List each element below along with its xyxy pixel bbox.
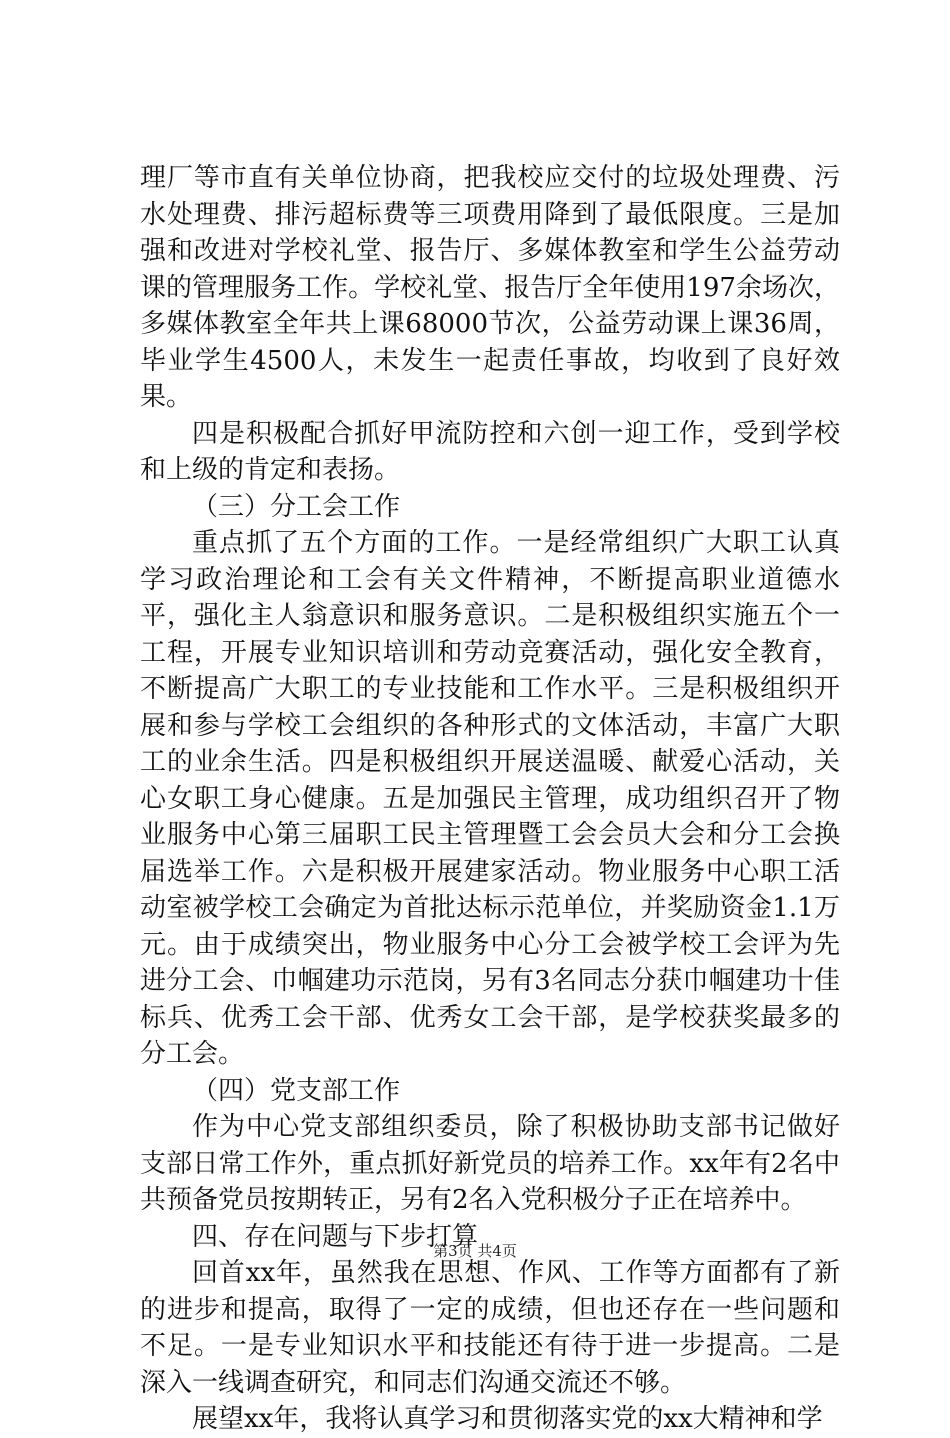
paragraph: 理厂等市直有关单位协商，把我校应交付的垃圾处理费、污水处理费、排污超标费等三项费用降到了最低限度。三是加强和改进对学校礼堂、报告厅、多媒体教室和学生公益劳动课的管理服务工作。学校礼堂、报告厅全年使用197余场次，多媒体教室全年共上课68000节次，公益劳动课上课36周，毕业学生4500人，未发生一起责任事故，均收到了良好效果。 xyxy=(140,163,840,412)
page-number-footer: 第3页 共4页 xyxy=(433,1242,517,1260)
paragraph: 回首xx年，虽然我在思想、作风、工作等方面都有了新的进步和提高，取得了一定的成绩，但也还存在一些问题和不足。一是专业知识水平和技能还有待于进一步提高。二是深入一线调查研究，和同志们沟通交流还不够。 xyxy=(140,1258,840,1398)
paragraph: 四是积极配合抓好甲流防控和六创一迎工作，受到学校和上级的肯定和表扬。 xyxy=(140,418,840,485)
paragraph: 展望xx年，我将认真学习和贯彻落实党的xx大精神和学 xyxy=(192,1404,823,1434)
section-heading: （三）分工会工作 xyxy=(192,491,401,522)
paragraph: 作为中心党支部组织委员，除了积极协助支部书记做好支部日常工作外，重点抓好新党员的培养工作。xx年有2名中共预备党员按期转正，另有2名入党积极分子正在培养中。 xyxy=(140,1112,840,1215)
section-heading: （四）党支部工作 xyxy=(192,1075,401,1106)
paragraph: 重点抓了五个方面的工作。一是经常组织广大职工认真学习政治理论和工会有关文件精神，不断提高职业道德水平，强化主人翁意识和服务意识。二是积极组织实施五个一工程，开展专业知识培训和劳动竞赛活动，强化安全教育，不断提高广大职工的专业技能和工作水平。三是积极组织开展和参与学校工会组织的各种形式的文体活动，丰富广大职工的业余生活。四是积极组织开展送温暖、献爱心活动，关心女职工身心健康。五是加强民主管理，成功组织召开了物业服务中心第三届职工民主管理暨工会会员大会和分工会换届选举工作。六是积极开展建家活动。物业服务中心职工活动室被学校工会确定为首批达标示范单位，并奖励资金1.1万元。由于成绩突出，物业服务中心分工会被学校工会评为先进分工会、巾帼建功示范岗，另有3名同志分获巾帼建功十佳标兵、优秀工会干部、优秀女工会干部，是学校获奖最多的分工会。 xyxy=(140,528,840,1069)
section-heading: 四、存在问题与下步打算 xyxy=(192,1221,479,1252)
